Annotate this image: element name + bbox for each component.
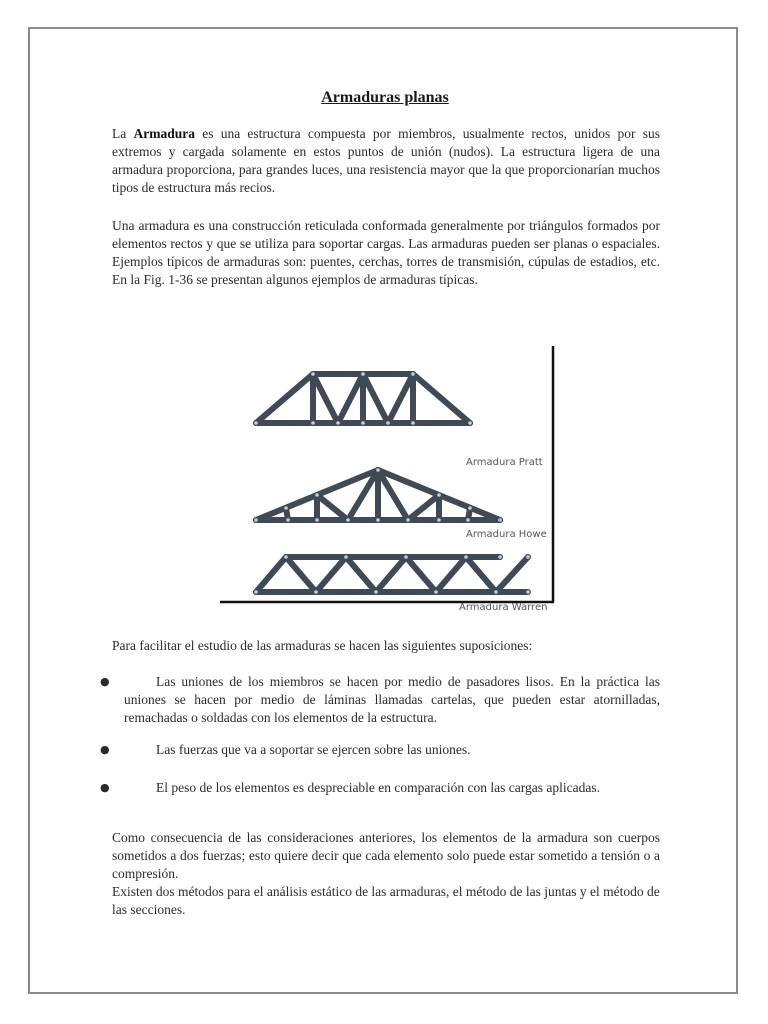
bullet-text: Las fuerzas que va a soportar se ejercen sobre las uniones.	[156, 742, 471, 757]
truss-joint	[374, 590, 378, 594]
truss-joint	[361, 421, 365, 425]
truss-joint	[404, 555, 408, 559]
paragraph-rest: es una estructura compuesta por miembros, usualmente rectos, unidos por sus extremos y cargada solamente en estos puntos de unión (nudos). La estructura ligera de una armadura proporciona, para grandes luces, una resistencia mayor que la que proporcionarían muchos tipos de estructura más recios.	[112, 126, 660, 195]
truss-joint	[361, 372, 365, 376]
truss-joint	[437, 518, 441, 522]
truss-member	[286, 557, 316, 592]
label-pratt: Armadura Pratt	[466, 457, 543, 468]
truss-joint	[526, 555, 530, 559]
truss-member	[346, 557, 376, 592]
truss-joint	[466, 518, 470, 522]
truss-joint	[311, 421, 315, 425]
truss-joint	[314, 590, 318, 594]
truss-joint	[526, 590, 530, 594]
pratt-truss	[256, 374, 470, 423]
truss-joint	[464, 555, 468, 559]
truss-member	[436, 557, 466, 592]
truss-joint	[344, 555, 348, 559]
truss-member	[406, 557, 436, 592]
truss-joint	[437, 493, 441, 497]
truss-member	[413, 374, 470, 423]
paragraph-conclusion	[112, 829, 660, 919]
label-warren: Armadura Warren	[459, 602, 548, 613]
truss-member	[388, 374, 413, 423]
truss-joint	[411, 372, 415, 376]
label-howe: Armadura Howe	[466, 529, 547, 540]
truss-joint	[284, 506, 288, 510]
paragraph-armadura-description: Una armadura es una construcción reticulada conformada generalmente por triángulos formados por elementos rectos y que se utiliza para soportar cargas. Las armaduras pueden ser planas o espaciales. Ejemplos típicos de armaduras son: puentes, cerchas, torres de transmisión, cúpulas de estadios, etc. En la Fig. 1-36 se presentan algunos ejemplos de armaduras típicas.	[112, 218, 660, 287]
truss-member	[286, 508, 288, 520]
truss-joint	[494, 590, 498, 594]
truss-joint	[254, 518, 258, 522]
truss-joint	[315, 518, 319, 522]
truss-joint	[336, 421, 340, 425]
term-armadura: Armadura	[133, 126, 195, 141]
truss-joint	[254, 590, 258, 594]
bullet-text: Las uniones de los miembros se hacen por medio de pasadores lisos. En la práctica las uniones se hacen por medio de láminas llamadas cartelas, que pueden estar atornilladas, remachadas o soldadas con los elementos de la estructura.	[124, 674, 660, 725]
truss-member	[256, 557, 286, 592]
truss-member	[313, 374, 338, 423]
truss-joint	[315, 493, 319, 497]
paragraph-assumptions-intro: Para facilitar el estudio de las armaduras se hacen las siguientes suposiciones:	[112, 638, 533, 653]
truss-illustration	[218, 346, 554, 613]
truss-member	[468, 508, 470, 520]
truss-joint	[386, 421, 390, 425]
truss-member	[363, 374, 388, 423]
truss-joint	[468, 421, 472, 425]
bullet-icon: ●	[100, 781, 110, 794]
paragraph-lead: La	[112, 126, 134, 141]
truss-joint	[434, 590, 438, 594]
truss-joint	[406, 518, 410, 522]
paragraph-armadura-definition	[112, 125, 660, 197]
paragraph-consequence: Como consecuencia de las consideraciones anteriores, los elementos de la armadura son cuerpos sometidos a dos fuerzas; esto quiere decir que cada elemento solo puede estar sometido a tensión o a compresión.	[112, 830, 660, 881]
bullet-icon: ●	[100, 675, 110, 688]
truss-joint	[411, 421, 415, 425]
truss-member	[466, 557, 496, 592]
truss-joint	[468, 506, 472, 510]
truss-joint	[498, 555, 502, 559]
paragraph-methods: Existen dos métodos para el análisis estático de las armaduras, el método de las juntas y el método de las secciones.	[112, 884, 660, 917]
truss-figure	[218, 346, 554, 613]
truss-joint	[254, 421, 258, 425]
truss-member	[316, 557, 346, 592]
truss-joint	[286, 518, 290, 522]
bullet-text: El peso de los elementos es despreciable en comparación con las cargas aplicadas.	[156, 780, 600, 795]
truss-member	[496, 557, 528, 592]
truss-member	[408, 495, 439, 520]
bullet-icon: ●	[100, 743, 110, 756]
truss-member	[338, 374, 363, 423]
page-title: Armaduras planas	[321, 89, 449, 106]
document-page	[28, 27, 738, 994]
truss-member	[376, 557, 406, 592]
truss-joint	[376, 468, 380, 472]
warren-truss	[256, 557, 528, 592]
truss-joint	[376, 518, 380, 522]
truss-joint	[346, 518, 350, 522]
truss-member	[317, 495, 348, 520]
truss-member	[256, 374, 313, 423]
truss-joint	[498, 518, 502, 522]
truss-joint	[311, 372, 315, 376]
howe-truss	[256, 470, 500, 520]
truss-joints	[254, 372, 530, 594]
truss-joint	[284, 555, 288, 559]
